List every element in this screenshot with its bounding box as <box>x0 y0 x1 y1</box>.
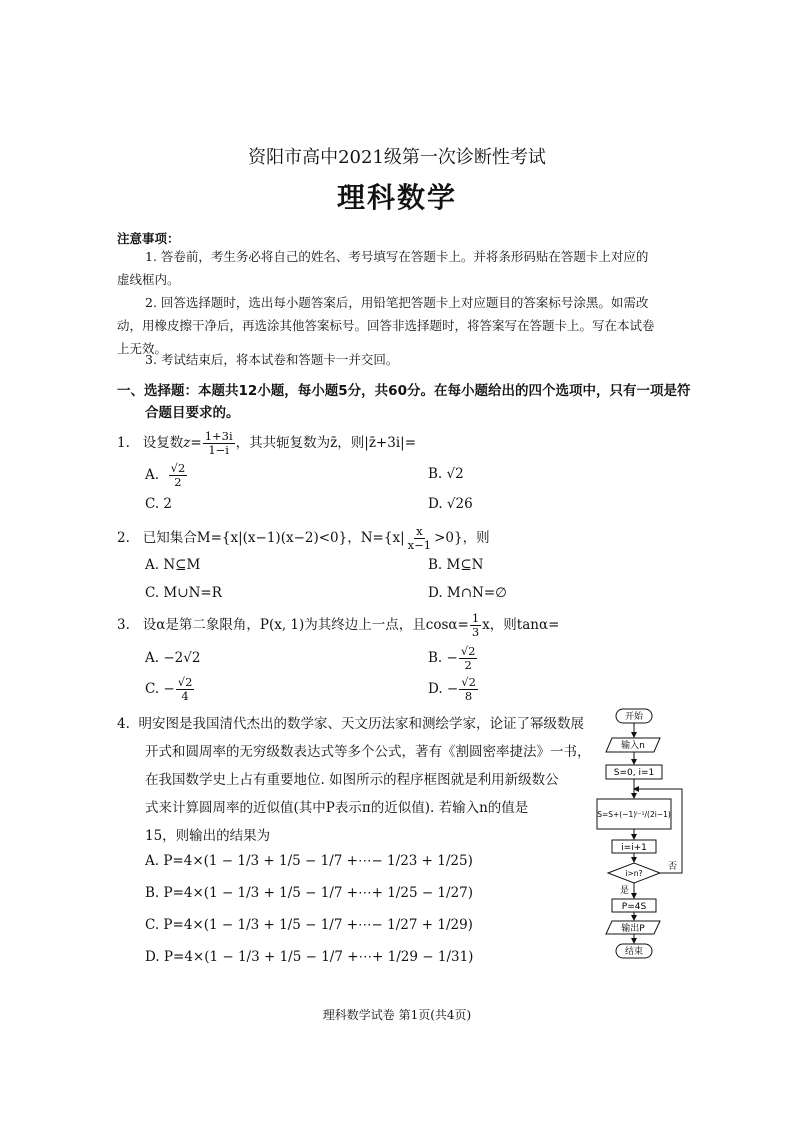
q4-line3: 在我国数学史上占有重要地位. 如图所示的程序框图就是利用新级数公 <box>145 772 559 788</box>
question-2 <box>117 525 490 552</box>
flow-update-s-text: S=S+(−1)ⁱ⁻¹/(2i−1) <box>597 810 671 819</box>
flow-output-text: 输出P <box>621 924 645 934</box>
q3-option-d-num: √2 <box>461 675 476 689</box>
q1-option-d[interactable]: D. √26 <box>428 496 473 512</box>
q2-fraction <box>406 525 433 552</box>
question-4-line1 <box>117 712 584 732</box>
section1-line2: 合题目要求的。 <box>145 405 240 421</box>
flow-end-text: 结束 <box>624 947 644 957</box>
q4-option-d[interactable]: D. P=4×(1 − 1/3 + 1/5 − 1/7 +⋯+ 1/29 − 1/31) <box>145 949 474 965</box>
q2-option-c[interactable]: C. M∪N=R <box>145 585 222 601</box>
q4-line2: 开式和圆周率的无穷级数表达式等多个公式，著有《割圆密率捷法》一书， <box>145 744 591 760</box>
q4-line5: 15，则输出的结果为 <box>145 828 271 844</box>
flowchart-diagram <box>590 705 690 965</box>
q4-option-a[interactable]: A. P=4×(1 − 1/3 + 1/5 − 1/7 +⋯− 1/23 + 1/25) <box>145 853 473 869</box>
q3-option-b-den: 2 <box>464 658 472 672</box>
question-1 <box>117 430 416 457</box>
notice-item2-line2: 动，用橡皮擦干净后，再选涂其他答案标号。回答非选择题时，将答案写在答题卡上。写在本试卷 <box>117 318 655 333</box>
q3-option-b-num: √2 <box>460 644 476 658</box>
q1-frac-den: 1−i <box>208 443 229 457</box>
q2-number: 2. <box>117 530 130 546</box>
flow-condition-text: i>n? <box>625 869 643 878</box>
notice-item1-line2: 虚线框内。 <box>117 272 180 287</box>
notice-heading: 注意事项： <box>117 231 180 246</box>
q1-eq: = <box>190 435 202 451</box>
q1-number: 1. <box>117 435 130 451</box>
q1-option-a-den: 2 <box>174 475 182 489</box>
q4-line1: 明安图是我国清代杰出的数学家、天文历法家和测绘学家，论证了幂级数展 <box>138 716 584 732</box>
q1-fraction <box>203 430 235 457</box>
q2-frac-den: x−1 <box>407 538 432 552</box>
q3-option-c-label: C. − <box>145 681 175 697</box>
q3-option-b-label: B. − <box>428 650 458 666</box>
flow-update-i-text: i=i+1 <box>621 843 647 853</box>
q1-option-a[interactable] <box>145 462 188 489</box>
exam-title: 资阳市高中2021级第一次诊断性考试 <box>248 147 546 168</box>
q1-frac-num: 1+3i <box>204 429 233 443</box>
q3-option-b[interactable] <box>428 645 478 672</box>
q4-option-c[interactable]: C. P=4×(1 − 1/3 + 1/5 − 1/7 +⋯− 1/27 + 1/29) <box>145 917 473 933</box>
q3-option-c-den: 4 <box>181 689 189 703</box>
q3-option-c-fraction <box>176 676 195 703</box>
flow-calc-text: P=4S <box>621 902 647 912</box>
q3-number: 3. <box>117 617 130 633</box>
q2-option-d[interactable]: D. M∩N=∅ <box>428 585 507 601</box>
q1-option-a-num: √2 <box>170 461 186 475</box>
q1-option-b[interactable]: B. √2 <box>428 466 464 482</box>
section1-line1: 一、选择题：本题共12小题，每小题5分，共60分。在每小题给出的四个选项中，只有一项是符 <box>117 383 691 399</box>
notice-item1-line1: 1. 答卷前，考生务必将自己的姓名、考号填写在答题卡上。并将条形码贴在答题卡上对应的 <box>145 249 649 264</box>
flow-init-text: S=0, i=1 <box>613 768 655 778</box>
q2-frac-num: x <box>416 524 423 538</box>
q1-post: ，其共轭复数为z̄，则|z̄+3i|= <box>235 435 417 451</box>
q4-number: 4. <box>117 716 130 732</box>
flow-yes-label: 是 <box>620 886 630 896</box>
q2-option-b[interactable]: B. M⊆N <box>428 557 484 573</box>
page-footer: 理科数学试卷 第1页(共4页) <box>322 1008 472 1022</box>
q3-frac-den: 3 <box>471 625 480 639</box>
q2-post: >0}，则 <box>434 530 490 546</box>
q3-option-b-fraction <box>459 645 478 672</box>
flow-start-text: 开始 <box>624 712 644 722</box>
flow-no-label: 否 <box>668 862 678 872</box>
notice-item2-line3: 上无效。 <box>117 341 168 356</box>
q3-post: x，则tanα= <box>482 617 560 633</box>
q3-option-d[interactable] <box>428 676 479 703</box>
q1-option-a-fraction <box>169 462 188 489</box>
flow-input-text: 输入n <box>621 741 645 751</box>
subject-title: 理科数学 <box>336 181 457 214</box>
q3-option-d-den: 8 <box>464 689 473 703</box>
notice-item3: 3. 考试结束后，将本试卷和答题卡一并交回。 <box>145 352 399 367</box>
q1-option-a-label: A. <box>145 467 160 483</box>
q3-option-d-label: D. − <box>428 681 459 697</box>
q4-line4: 式来计算圆周率的近似值(其中P表示π的近似值). 若输入n的值是 <box>145 800 529 816</box>
q3-fraction <box>470 612 481 639</box>
q2-option-a[interactable]: A. N⊆M <box>145 557 201 573</box>
q3-option-c[interactable] <box>145 676 195 703</box>
q4-option-b[interactable]: B. P=4×(1 − 1/3 + 1/5 − 1/7 +⋯+ 1/25 − 1/27) <box>145 885 474 901</box>
q2-pre: 已知集合M={x|(x−1)(x−2)<0}，N={x| <box>142 530 405 546</box>
q3-frac-num: 1 <box>471 611 480 625</box>
q3-option-d-fraction <box>459 676 478 703</box>
q3-option-a[interactable]: A. −2√2 <box>145 650 201 666</box>
q1-pre: 设复数 <box>142 435 184 451</box>
question-3 <box>117 612 559 639</box>
q3-option-c-num: √2 <box>177 675 193 689</box>
q1-option-c[interactable]: C. 2 <box>145 496 173 512</box>
q1-z: z <box>183 435 191 451</box>
notice-item2-line1: 2. 回答选择题时，选出每小题答案后，用铅笔把答题卡上对应题目的答案标号涂黑。如需改 <box>145 295 649 310</box>
q3-pre: 设α是第二象限角，P(x, 1)为其终边上一点，且cosα= <box>142 617 469 633</box>
